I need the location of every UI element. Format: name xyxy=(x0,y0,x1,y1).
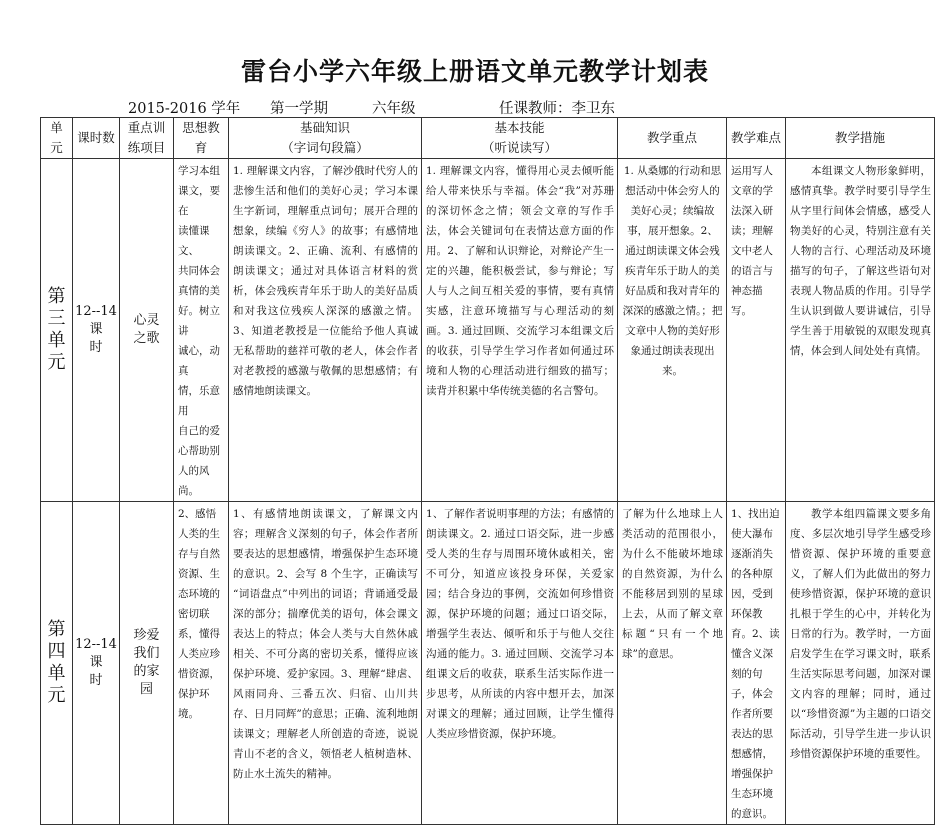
basic-skills: 1、了解作者说明事理的方法；有感情的朗读课文。2. 通过口语交际，进一步感受人类的生存与周围环境休戚相关，密不可分，知道应该投身环保，关爱家园；结合身边的事例，交流如何珍惜资源，保护环境的问题；通过口语交际，增强学生表达、倾听和乐于与他人交往沟通的能力。3. 通过回顾、交流学习本组课文后的收获，联系生活实际作进一步思考，从所读的内容中想开去，加深对课文的理解；通过回顾，让学生懂得人类应珍惜资源，保护环境。 xyxy=(422,502,618,825)
key-points: 了解为什么地球上人类活动的范围很小，为什么不能破坏地球的自然资源，为什么不能移居到别的星球上去，从而了解文章标题“只有一个地球”的意思。 xyxy=(618,502,727,825)
moral-education: 2、感悟人类的生存与自然资源、生态环境的密切联系，懂得人类应珍惜资源，保护环境。 xyxy=(174,502,229,825)
header-basic-skills: 基本技能 （听说读写） xyxy=(422,118,618,159)
class-hours: 12--14 课 时 xyxy=(73,502,120,825)
header-row xyxy=(41,118,935,159)
difficulties: 1、找出迫使大瀑布逐渐消失的各种原因，受到环保教育。2、读懂含义深刻的句子，体会作者所要表达的思想感情，增强保护生态环境的意识。 xyxy=(727,502,786,825)
class-hours: 12--14 课 时 xyxy=(73,159,120,502)
header-key-points: 教学重点 xyxy=(618,118,727,159)
school-year: 2015-2016 学年 xyxy=(128,101,241,117)
key-points: 1. 从桑娜的行动和思想活动中体会穷人的美好心灵；续编故事，展开想象。2、通过朗读课文体会残疾青年乐于助人的美好品质和我对青年的深深的感激之情。；把文章中人物的美好形象通过朗读表现出来。 xyxy=(618,159,727,502)
table-row xyxy=(41,502,935,825)
plan-table xyxy=(40,117,935,825)
teaching-measures: 本组课文人物形象鲜明，感情真挚。教学时要引导学生从字里行间体会情感，感受人物美好的心灵，特别注意有关人物的言行、心理活动及环境描写的句子，了解这些语句对表现人物品质的作用。引导学生认识到做人要讲诚信，引导学生善于用敏锐的双眼发现真情，体会到人间处处有真情。 xyxy=(786,159,935,502)
focus-item: 心灵 之歌 xyxy=(120,159,174,502)
header-basic-knowledge: 基础知识 （字词句段篇） xyxy=(229,118,422,159)
header-moral: 思想教 育 xyxy=(174,118,229,159)
header-difficulties: 教学难点 xyxy=(727,118,786,159)
unit-label: 第 四 单 元 xyxy=(41,502,73,825)
moral-education: 学习本组 课文，要在 读懂课文、 共同体会 真情的美 好。树立讲 诚心，动真 情，乐意用 自己的爱 心帮助别 人的风尚。 xyxy=(174,159,229,502)
basic-knowledge: 1. 理解课文内容，了解沙俄时代穷人的悲惨生活和他们的美好心灵；学习本课生字新词，理解重点词句；展开合理的想象，续编《穷人》的故事；有感情地朗读课文。2、正确、流利、有感情的朗读课文；通过对具体语言材料的赏析，体会残疾青年乐于助人的美好品质和对我这位残疾人深深的感激之情。3、知道老教授是一位能给予他人真诚无私帮助的慈祥可敬的老人，体会作者对老教授的感激与敬佩的思想感情；有感情地朗读课文。 xyxy=(229,159,422,502)
table-row xyxy=(41,159,935,502)
focus-item: 珍爱 我们 的家 园 xyxy=(120,502,174,825)
teaching-measures: 教学本组四篇课文要多角度、多层次地引导学生感受珍惜资源、保护环境的重要意义，了解人们为此做出的努力使珍惜资源，保护环境的意识扎根于学生的心中，并转化为日常的行为。教学时，一方面启发学生在学习课文时，联系生活实际思考问题，加深对课文内容的理解；同时，通过以“珍惜资源”为主题的口语交际活动，引导学生进一步认识珍惜资源保护环境的重要性。 xyxy=(786,502,935,825)
basic-knowledge: 1、有感情地朗读课文，了解课文内容；理解含义深刻的句子，体会作者所要表达的思想感情，增强保护生态环境的意识。2、会写 8 个生字，正确读写 “词语盘点”中列出的词语；背诵通受最深的部分；揣摩优美的语句，体会课文表达上的特点；体会人类与大自然休戚相关、不可分离的密切关系，懂得应该保护环境、爱护家园。3、理解“肆虐、风雨同舟、三番五次、归宿、山川共存、日月同辉”的意思；正确、流利地朗读课文；理解老人所创造的奇迹，说说青山不老的含义，领悟老人植树造林、防止水土流失的精神。 xyxy=(229,502,422,825)
grade: 六年级 xyxy=(372,101,416,117)
unit-label: 第 三 单 元 xyxy=(41,159,73,502)
document-title: 雷台小学六年级上册语文单元教学计划表 xyxy=(240,57,709,86)
header-unit: 单 元 xyxy=(41,118,73,159)
header-measures: 教学措施 xyxy=(786,118,935,159)
teacher: 任课教师：李卫东 xyxy=(499,101,615,117)
basic-skills: 1. 理解课文内容，懂得用心灵去倾听能给人带来快乐与幸福。体会“我”对苏珊的深切怀念之情；领会文章的写作手法，体会关键词句在表情达意方面的作用。2、了解和认识辩论，对辩论产生一定的兴趣，能积极尝试，参与辩论；写人与人之间互相关爱的事情，要有真情实感，注意环境描写与心理活动的刻画。3. 通过回顾、交流学习本组课文后的收获，引导学生学习作者如何通过环境和人物的心理活动进行细致的描写；读背并积累中华传统美德的名言警句。 xyxy=(422,159,618,502)
semester: 第一学期 xyxy=(270,101,328,117)
header-focus: 重点训 练项目 xyxy=(120,118,174,159)
difficulties: 运用写人文章的学法深入研读；理解文中老人的语言与神态描写。 xyxy=(727,159,786,502)
header-hours: 课时数 xyxy=(73,118,120,159)
